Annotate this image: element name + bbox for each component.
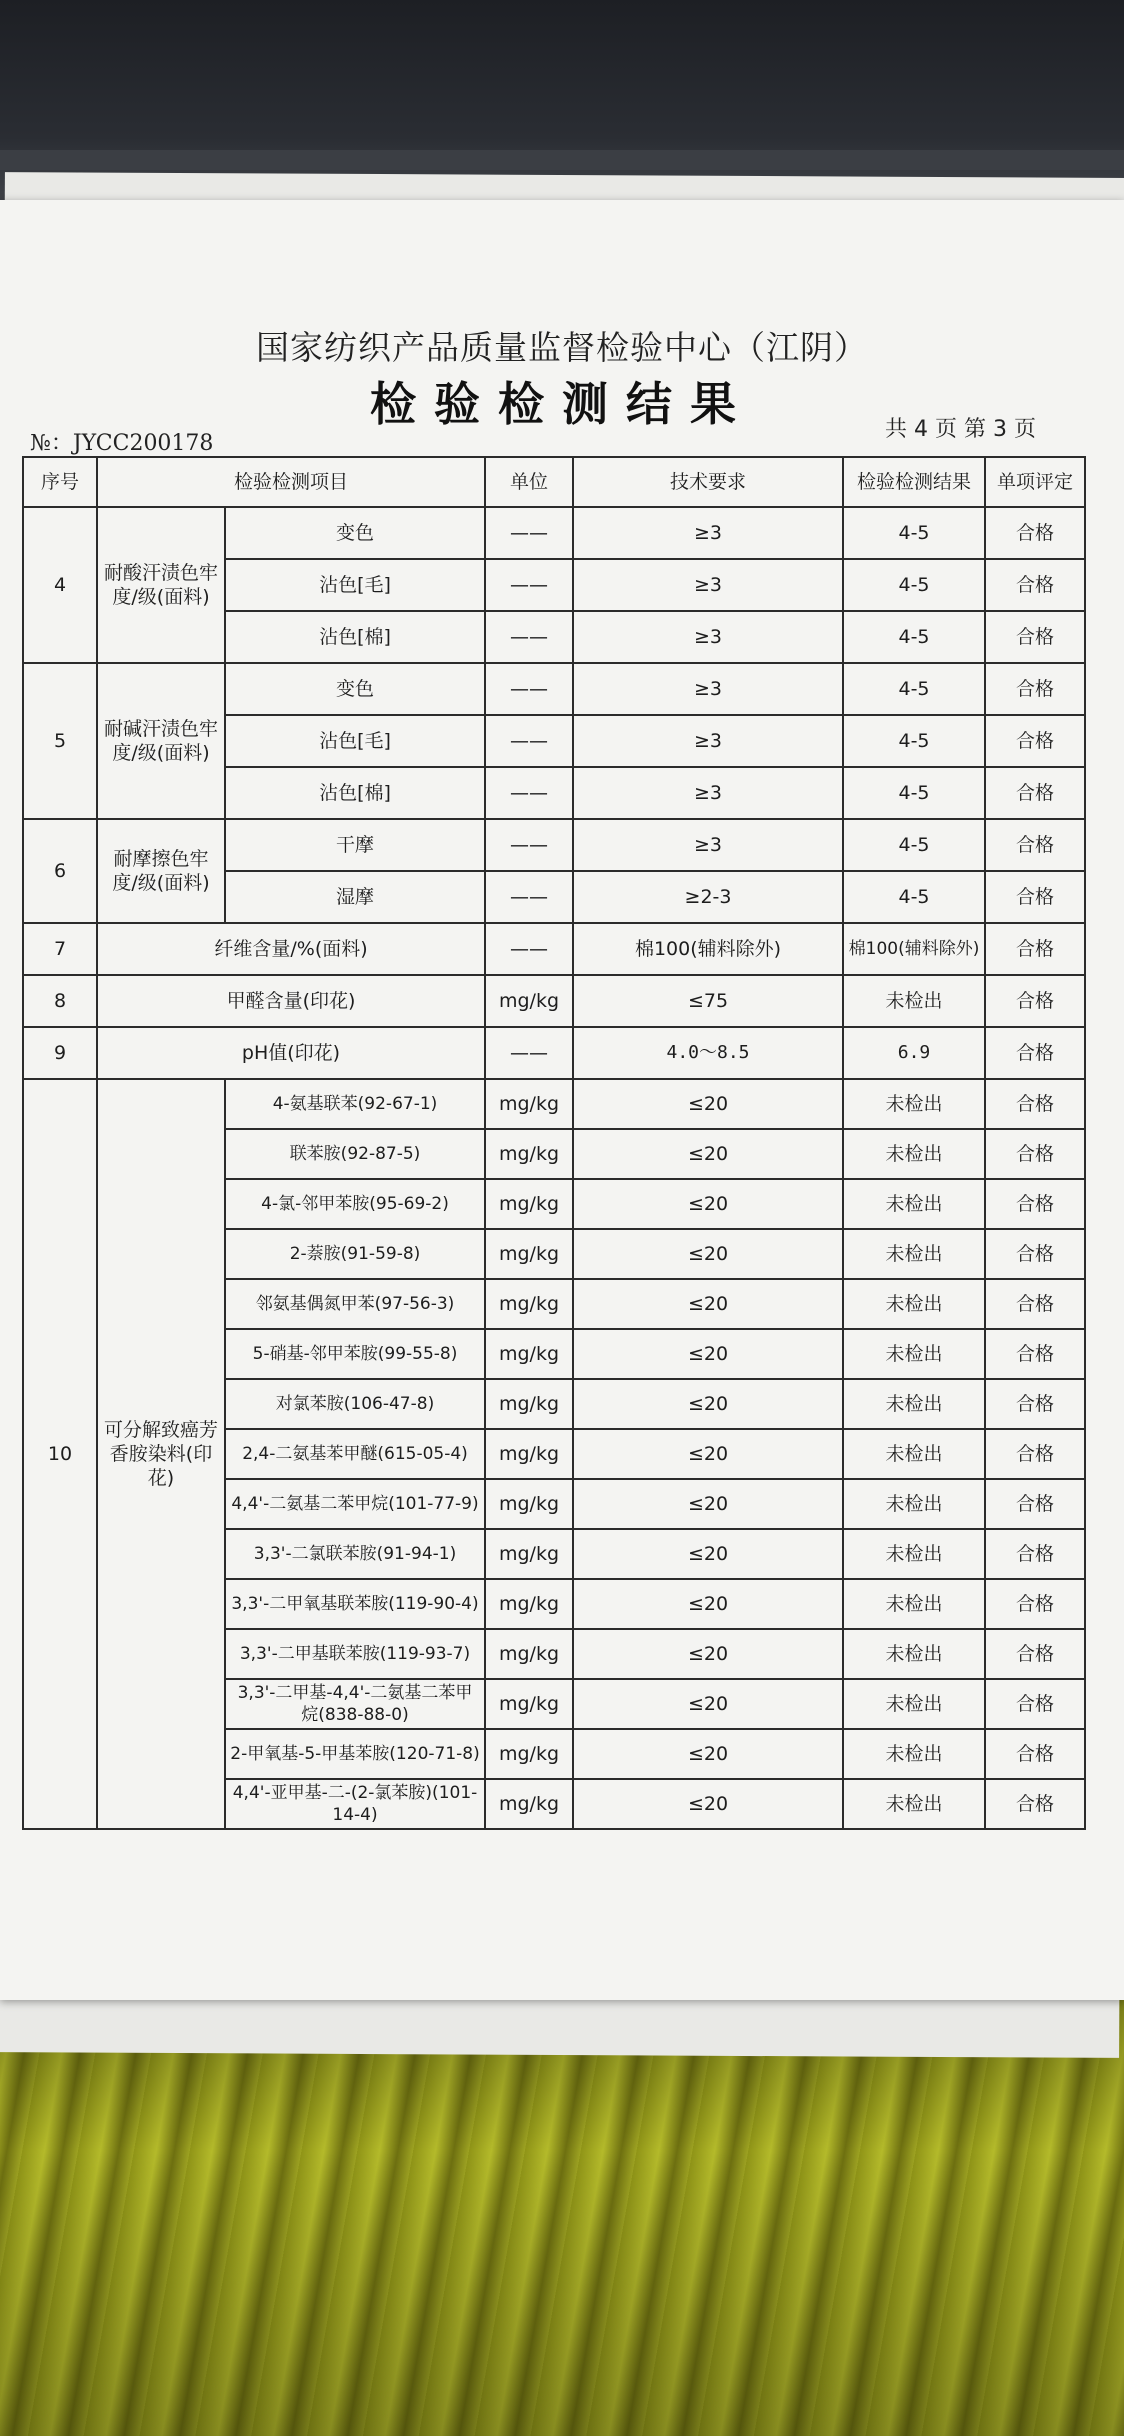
evaluation-cell: 合格 [985, 1229, 1085, 1279]
table-row [23, 507, 1085, 559]
table-row [23, 663, 1085, 715]
requirement-cell: ≤20 [573, 1279, 843, 1329]
item-cell: 3,3'-二甲氧基联苯胺(119-90-4) [225, 1579, 485, 1629]
evaluation-cell: 合格 [985, 1529, 1085, 1579]
unit-cell: mg/kg [485, 1329, 573, 1379]
result-cell: 未检出 [843, 1679, 985, 1729]
requirement-cell: 棉100(辅料除外) [573, 923, 843, 975]
unit-cell: mg/kg [485, 1679, 573, 1729]
table-row [23, 975, 1085, 1027]
requirement-cell: ≤20 [573, 1529, 843, 1579]
header-unit: 单位 [485, 457, 573, 507]
organization-name: 国家纺织产品质量监督检验中心（江阴） [256, 328, 868, 367]
result-cell: 4-5 [843, 767, 985, 819]
unit-cell: mg/kg [485, 1729, 573, 1779]
unit-cell: mg/kg [485, 1529, 573, 1579]
item-cell: 变色 [225, 507, 485, 559]
table-header-row [23, 457, 1085, 507]
evaluation-cell: 合格 [985, 559, 1085, 611]
item-cell: 甲醛含量(印花) [97, 975, 485, 1027]
unit-cell: mg/kg [485, 1429, 573, 1479]
item-cell: 联苯胺(92-87-5) [225, 1129, 485, 1179]
item-cell: 2,4-二氨基苯甲醚(615-05-4) [225, 1429, 485, 1479]
result-cell: 未检出 [843, 1529, 985, 1579]
result-cell: 棉100(辅料除外) [843, 923, 985, 975]
result-cell: 4-5 [843, 819, 985, 871]
item-cell: 干摩 [225, 819, 485, 871]
unit-cell: —— [485, 819, 573, 871]
header-result: 检验检测结果 [843, 457, 985, 507]
category-cell: 耐碱汗渍色牢度/级(面料) [97, 663, 225, 819]
evaluation-cell: 合格 [985, 1729, 1085, 1779]
requirement-cell: ≤20 [573, 1579, 843, 1629]
evaluation-cell: 合格 [985, 1027, 1085, 1079]
item-cell: pH值(印花) [97, 1027, 485, 1079]
unit-cell: mg/kg [485, 1279, 573, 1329]
evaluation-cell: 合格 [985, 1129, 1085, 1179]
evaluation-cell: 合格 [985, 507, 1085, 559]
requirement-cell: ≤20 [573, 1129, 843, 1179]
item-cell: 4,4'-二氨基二苯甲烷(101-77-9) [225, 1479, 485, 1529]
evaluation-cell: 合格 [985, 611, 1085, 663]
item-cell: 4,4'-亚甲基-二-(2-氯苯胺)(101-14-4) [225, 1779, 485, 1829]
unit-cell: —— [485, 923, 573, 975]
evaluation-cell: 合格 [985, 1779, 1085, 1829]
item-cell: 3,3'-二氯联苯胺(91-94-1) [225, 1529, 485, 1579]
requirement-cell: ≤20 [573, 1329, 843, 1379]
seq-cell: 4 [23, 507, 97, 663]
unit-cell: —— [485, 767, 573, 819]
unit-cell: mg/kg [485, 1379, 573, 1429]
evaluation-cell: 合格 [985, 819, 1085, 871]
evaluation-cell: 合格 [985, 1579, 1085, 1629]
requirement-cell: ≥3 [573, 611, 843, 663]
evaluation-cell: 合格 [985, 1679, 1085, 1729]
requirement-cell: ≤20 [573, 1429, 843, 1479]
result-cell: 未检出 [843, 1279, 985, 1329]
result-cell: 6.9 [843, 1027, 985, 1079]
page-info: 共 4 页 第 3 页 [885, 417, 1036, 442]
requirement-cell: ≤75 [573, 975, 843, 1027]
item-cell: 4-氯-邻甲苯胺(95-69-2) [225, 1179, 485, 1229]
header-item: 检验检测项目 [97, 457, 485, 507]
result-cell: 4-5 [843, 715, 985, 767]
table-row [23, 819, 1085, 871]
header-seq: 序号 [23, 457, 97, 507]
unit-cell: mg/kg [485, 1079, 573, 1129]
unit-cell: —— [485, 559, 573, 611]
item-cell: 3,3'-二甲基联苯胺(119-93-7) [225, 1629, 485, 1679]
unit-cell: —— [485, 1027, 573, 1079]
table-row [23, 1027, 1085, 1079]
evaluation-cell: 合格 [985, 1379, 1085, 1429]
result-cell: 4-5 [843, 611, 985, 663]
item-cell: 2-萘胺(91-59-8) [225, 1229, 485, 1279]
unit-cell: mg/kg [485, 1479, 573, 1529]
requirement-cell: ≥3 [573, 559, 843, 611]
result-cell: 未检出 [843, 1129, 985, 1179]
item-cell: 3,3'-二甲基-4,4'-二氨基二苯甲烷(838-88-0) [225, 1679, 485, 1729]
result-cell: 4-5 [843, 871, 985, 923]
evaluation-cell: 合格 [985, 923, 1085, 975]
requirement-cell: ≤20 [573, 1179, 843, 1229]
requirement-cell: ≥3 [573, 819, 843, 871]
evaluation-cell: 合格 [985, 1629, 1085, 1679]
requirement-cell: ≤20 [573, 1379, 843, 1429]
result-cell: 未检出 [843, 1779, 985, 1829]
unit-cell: mg/kg [485, 1179, 573, 1229]
requirement-cell: ≤20 [573, 1679, 843, 1729]
table-row [23, 1079, 1085, 1129]
unit-cell: —— [485, 611, 573, 663]
seq-cell: 6 [23, 819, 97, 923]
results-table [22, 456, 1086, 1830]
result-cell: 未检出 [843, 1379, 985, 1429]
result-cell: 4-5 [843, 507, 985, 559]
requirement-cell: ≤20 [573, 1229, 843, 1279]
unit-cell: mg/kg [485, 1629, 573, 1679]
requirement-cell: ≥3 [573, 767, 843, 819]
item-cell: 沾色[毛] [225, 559, 485, 611]
requirement-cell: ≥3 [573, 715, 843, 767]
seq-cell: 8 [23, 975, 97, 1027]
evaluation-cell: 合格 [985, 871, 1085, 923]
evaluation-cell: 合格 [985, 767, 1085, 819]
item-cell: 沾色[棉] [225, 767, 485, 819]
item-cell: 湿摩 [225, 871, 485, 923]
result-cell: 未检出 [843, 1579, 985, 1629]
unit-cell: —— [485, 663, 573, 715]
header-evaluation: 单项评定 [985, 457, 1085, 507]
unit-cell: —— [485, 715, 573, 767]
table-row [23, 923, 1085, 975]
result-cell: 未检出 [843, 1329, 985, 1379]
evaluation-cell: 合格 [985, 1179, 1085, 1229]
unit-cell: mg/kg [485, 975, 573, 1027]
result-cell: 未检出 [843, 1429, 985, 1479]
result-cell: 未检出 [843, 1479, 985, 1529]
evaluation-cell: 合格 [985, 715, 1085, 767]
requirement-cell: ≥3 [573, 507, 843, 559]
item-cell: 4-氨基联苯(92-67-1) [225, 1079, 485, 1129]
requirement-cell: ≥2-3 [573, 871, 843, 923]
category-cell: 可分解致癌芳香胺染料(印花) [97, 1079, 225, 1829]
requirement-cell: ≤20 [573, 1779, 843, 1829]
evaluation-cell: 合格 [985, 1479, 1085, 1529]
unit-cell: mg/kg [485, 1229, 573, 1279]
unit-cell: —— [485, 507, 573, 559]
category-cell: 耐酸汗渍色牢度/级(面料) [97, 507, 225, 663]
report-number: №：JYCC200178 [30, 431, 214, 456]
evaluation-cell: 合格 [985, 1329, 1085, 1379]
unit-cell: —— [485, 871, 573, 923]
seq-cell: 7 [23, 923, 97, 975]
keyboard-edge [0, 150, 1124, 170]
item-cell: 纤维含量/%(面料) [97, 923, 485, 975]
result-cell: 4-5 [843, 663, 985, 715]
item-cell: 5-硝基-邻甲苯胺(99-55-8) [225, 1329, 485, 1379]
document-title: 检验检测结果 [370, 377, 754, 431]
evaluation-cell: 合格 [985, 663, 1085, 715]
result-cell: 未检出 [843, 1079, 985, 1129]
requirement-cell: ≥3 [573, 663, 843, 715]
item-cell: 对氯苯胺(106-47-8) [225, 1379, 485, 1429]
unit-cell: mg/kg [485, 1579, 573, 1629]
requirement-cell: ≤20 [573, 1629, 843, 1679]
item-cell: 变色 [225, 663, 485, 715]
item-cell: 沾色[毛] [225, 715, 485, 767]
item-cell: 邻氨基偶氮甲苯(97-56-3) [225, 1279, 485, 1329]
evaluation-cell: 合格 [985, 1429, 1085, 1479]
result-cell: 未检出 [843, 975, 985, 1027]
requirement-cell: ≤20 [573, 1479, 843, 1529]
unit-cell: mg/kg [485, 1779, 573, 1829]
item-cell: 2-甲氧基-5-甲基苯胺(120-71-8) [225, 1729, 485, 1779]
seq-cell: 10 [23, 1079, 97, 1829]
header-requirement: 技术要求 [573, 457, 843, 507]
result-cell: 未检出 [843, 1179, 985, 1229]
result-cell: 4-5 [843, 559, 985, 611]
seq-cell: 9 [23, 1027, 97, 1079]
seq-cell: 5 [23, 663, 97, 819]
requirement-cell: 4.0～8.5 [573, 1027, 843, 1079]
unit-cell: mg/kg [485, 1129, 573, 1179]
result-cell: 未检出 [843, 1629, 985, 1679]
requirement-cell: ≤20 [573, 1729, 843, 1779]
evaluation-cell: 合格 [985, 1279, 1085, 1329]
evaluation-cell: 合格 [985, 975, 1085, 1027]
item-cell: 沾色[棉] [225, 611, 485, 663]
result-cell: 未检出 [843, 1229, 985, 1279]
result-cell: 未检出 [843, 1729, 985, 1779]
evaluation-cell: 合格 [985, 1079, 1085, 1129]
category-cell: 耐摩擦色牢度/级(面料) [97, 819, 225, 923]
requirement-cell: ≤20 [573, 1079, 843, 1129]
